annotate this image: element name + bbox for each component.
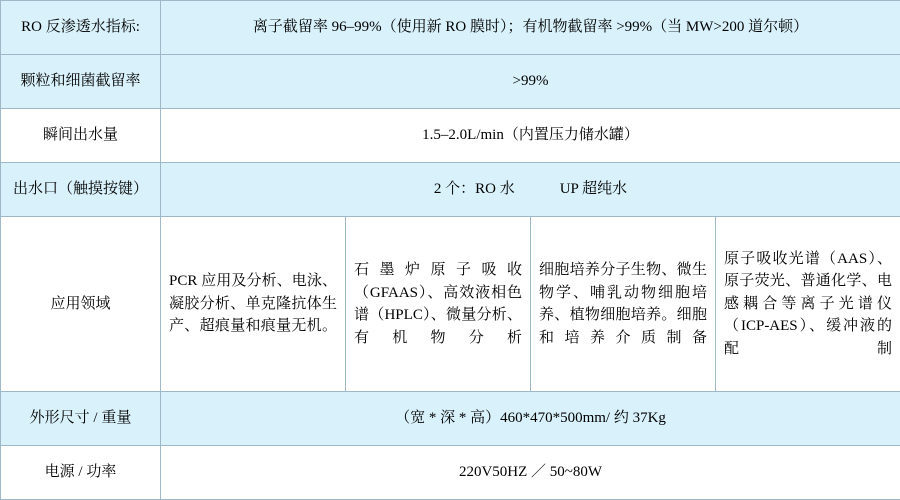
row-value-power: 220V50HZ ／ 50~80W xyxy=(161,446,900,500)
table-row xyxy=(1,109,900,163)
row-value-particle-bacteria: >99% xyxy=(161,55,900,109)
application-cell-3 xyxy=(531,217,716,392)
row-label-flow-rate: 瞬间出水量 xyxy=(1,109,161,163)
application-cell-2-text: 石墨炉原子吸收（GFAAS）、高效液相色谱（HPLC）、微量分析、有机物分析 xyxy=(354,262,522,346)
row-label-particle-bacteria: 颗粒和细菌截留率 xyxy=(1,55,161,109)
row-value-dimensions-weight: （宽 * 深 * 高）460*470*500mm/ 约 37Kg xyxy=(161,392,900,446)
application-cell-3-text: 细胞培养分子生物、微生物学、哺乳动物细胞培养、植物细胞培养。细胞和培养介质制备 xyxy=(539,262,707,346)
row-label-power: 电源 / 功率 xyxy=(1,446,161,500)
application-cell-1 xyxy=(161,217,346,392)
application-cell-1-text: PCR 应用及分析、电泳、凝胶分析、单克隆抗体生产、超痕量和痕量无机。 xyxy=(169,273,337,335)
table-row-application xyxy=(1,217,900,392)
application-cell-2 xyxy=(346,217,531,392)
row-label-outlets: 出水口（触摸按键） xyxy=(1,163,161,217)
table-row xyxy=(1,55,900,109)
row-label-ro-index: RO 反渗透水指标: xyxy=(1,1,161,55)
row-value-flow-rate: 1.5–2.0L/min（内置压力储水罐） xyxy=(161,109,900,163)
application-cell-4-text: 原子吸收光谱（AAS）、原子荧光、普通化学、电感耦合等离子光谱仪（ICP-AES）、缓冲液的配制 xyxy=(724,250,892,357)
row-label-dimensions-weight: 外形尺寸 / 重量 xyxy=(1,392,161,446)
table-row xyxy=(1,163,900,217)
table-row xyxy=(1,446,900,500)
table-row xyxy=(1,392,900,446)
row-value-ro-index: 离子截留率 96–99%（使用新 RO 膜时）；有机物截留率 >99%（当 MW>200 道尔顿） xyxy=(161,1,900,55)
row-value-outlets: 2 个：RO 水 UP 超纯水 xyxy=(161,163,900,217)
table-row xyxy=(1,1,900,55)
row-label-application: 应用领域 xyxy=(1,217,161,392)
application-cell-4 xyxy=(716,217,900,392)
